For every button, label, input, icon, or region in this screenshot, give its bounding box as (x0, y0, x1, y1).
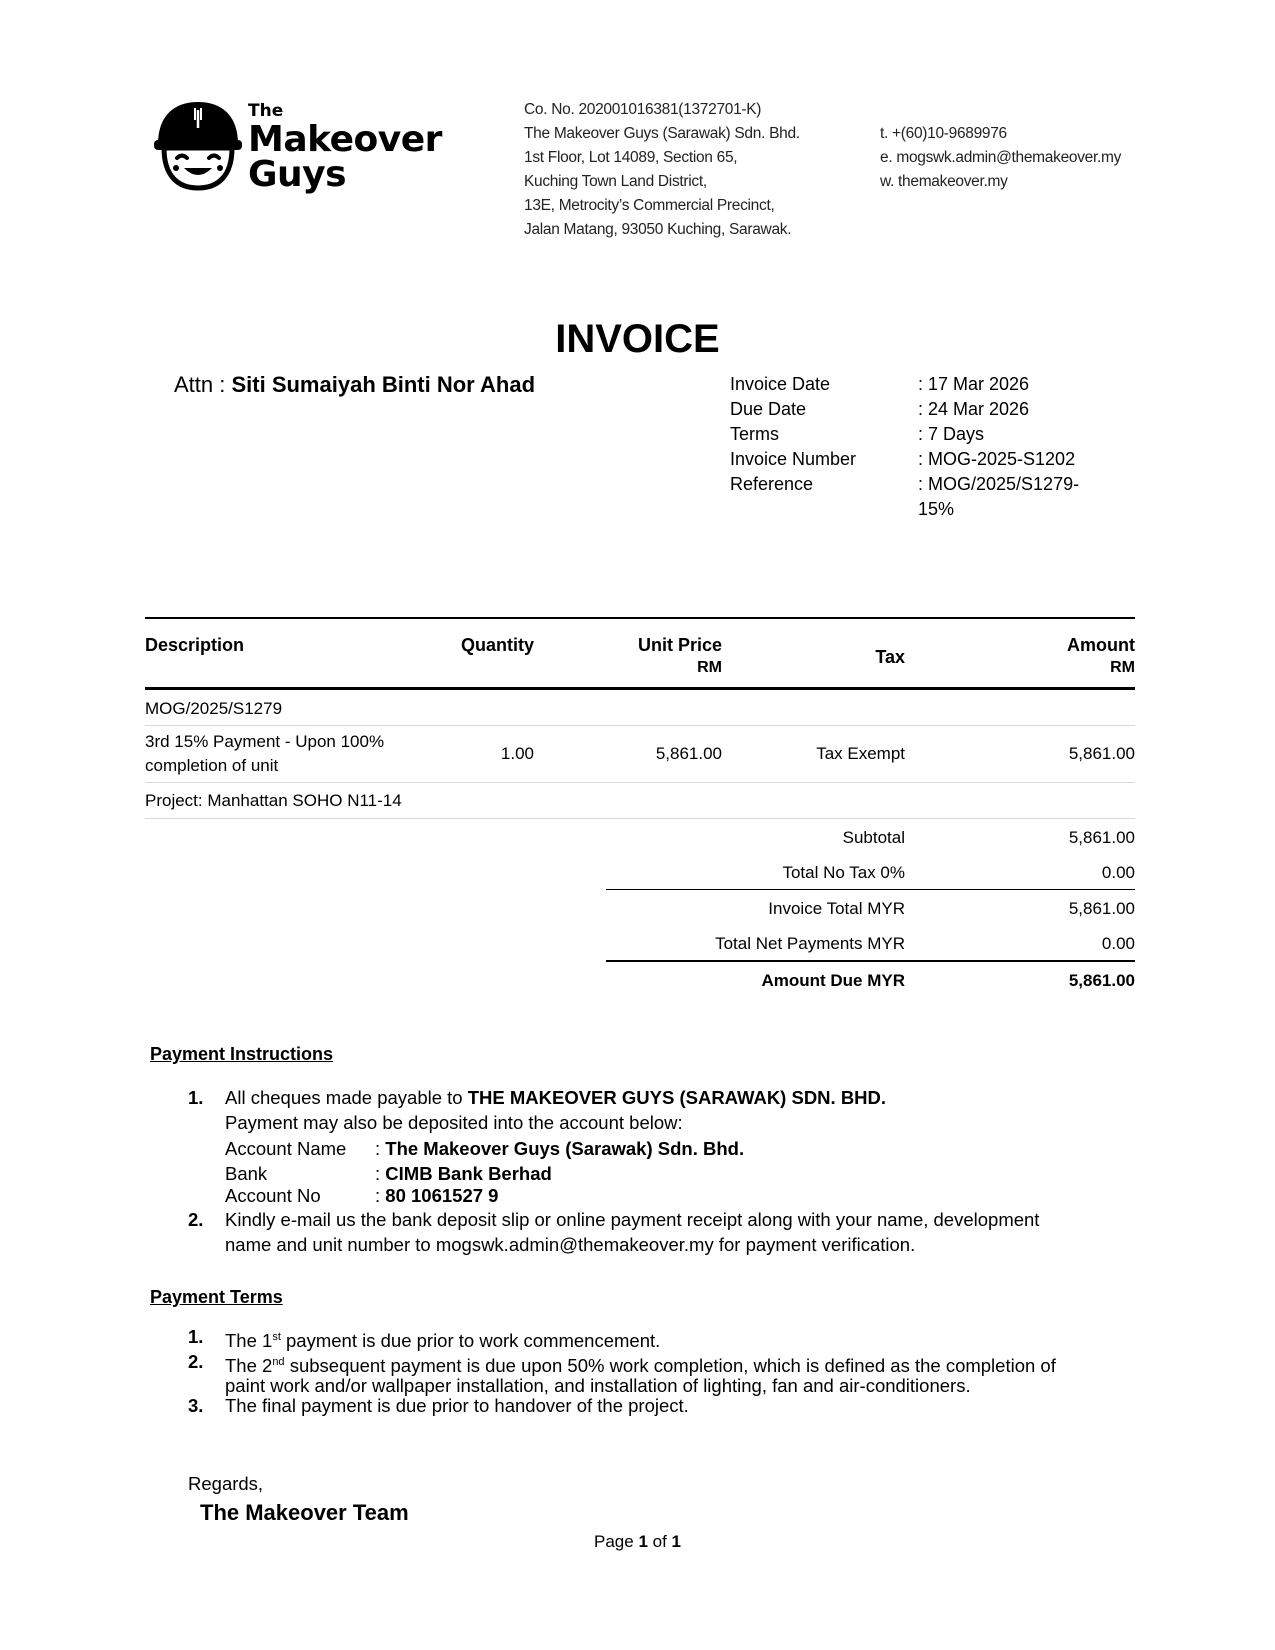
meta-label: Terms (730, 424, 779, 444)
list-number: 3. (188, 1395, 204, 1417)
company-logo-icon (150, 98, 246, 192)
meta-row (730, 422, 1098, 447)
logo-the: The (248, 101, 284, 121)
meta-label: Reference (730, 474, 814, 494)
contact-email: e. mogswk.admin@themakeover.my (880, 149, 1122, 166)
line-items-table (145, 617, 1135, 819)
row-description-line1: 3rd 15% Payment - Upon 100% (145, 732, 385, 751)
row-unit-price: 5,861.00 (655, 744, 722, 763)
contact-phone: t. +(60)10-9689976 (880, 125, 1007, 142)
list-item (188, 1326, 1056, 1352)
header-quantity: Quantity (460, 635, 534, 655)
account-row: Bank : CIMB Bank Berhad (225, 1163, 552, 1184)
header-unit-price: Unit Price (637, 635, 722, 655)
list-number: 2. (188, 1209, 204, 1230)
total-row-no-tax (606, 854, 1135, 889)
header-unit-price-currency: RM (697, 659, 722, 676)
invoice-meta (730, 372, 1098, 522)
meta-value: : 24 Mar 2026 (918, 399, 1030, 419)
row-quantity: 1.00 (500, 744, 534, 763)
item-text: The 2 (225, 1355, 273, 1377)
meta-label: Invoice Date (730, 374, 831, 394)
row-tax: Tax Exempt (816, 744, 905, 763)
address-line: Co. No. 202001016381(1372701-K) (524, 101, 762, 118)
row-description: Project: Manhattan SOHO N11-14 (145, 791, 402, 810)
header-description: Description (145, 635, 245, 655)
item-text: All cheques made payable to (225, 1087, 468, 1108)
meta-label: Invoice Number (730, 449, 857, 469)
meta-row (730, 472, 1098, 522)
attn-name: Siti Sumaiyah Binti Nor Ahad (231, 372, 536, 397)
total-label: Total No Tax 0% (782, 863, 905, 882)
payee-name: THE MAKEOVER GUYS (SARAWAK) SDN. BHD. (467, 1087, 887, 1108)
account-row: Account Name : The Makeover Guys (Sarawak) Sdn. Bhd. (225, 1138, 745, 1159)
meta-value: : 7 Days (918, 424, 985, 444)
header-amount-currency: RM (1110, 659, 1135, 676)
row-amount: 5,861.00 (1068, 744, 1135, 763)
account-label: Account Name (225, 1138, 347, 1159)
address-line: The Makeover Guys (Sarawak) Sdn. Bhd. (524, 125, 800, 142)
totals-block (606, 819, 1135, 997)
meta-row (730, 372, 1098, 397)
address-line: 13E, Metrocity’s Commercial Precinct, (524, 197, 775, 214)
attn-label: Attn : (174, 372, 232, 397)
total-label: Amount Due MYR (761, 971, 905, 990)
meta-row (730, 447, 1098, 472)
meta-row (730, 397, 1098, 422)
page-number (0, 1532, 1275, 1552)
address-line: 1st Floor, Lot 14089, Section 65, (524, 149, 738, 166)
list-item (188, 1352, 1056, 1396)
total-value: 5,861.00 (1068, 971, 1135, 990)
ordinal-suffix: nd (272, 1356, 285, 1369)
regards: Regards, (188, 1473, 264, 1494)
total-value: 5,861.00 (1068, 828, 1135, 847)
table-row (145, 783, 1135, 819)
account-label: Account No (225, 1185, 321, 1206)
address-line: Jalan Matang, 93050 Kuching, Sarawak. (524, 221, 792, 238)
item-text: The 1 (225, 1330, 273, 1352)
item-text: payment is due prior to work commencement. (280, 1330, 661, 1352)
meta-label: Due Date (730, 399, 807, 419)
meta-value: : MOG/2025/S1279-15% (918, 474, 1080, 519)
address-line: Kuching Town Land District, (524, 173, 707, 190)
total-row-amount-due (606, 960, 1135, 997)
total-label: Total Net Payments MYR (715, 934, 905, 953)
list-number: 1. (188, 1087, 204, 1108)
item-text: name and unit number to mogswk.admin@themakeover.my for payment verification. (225, 1234, 916, 1255)
account-value: CIMB Bank Berhad (385, 1163, 552, 1184)
list-item (188, 1396, 1056, 1416)
total-row-subtotal (606, 819, 1135, 854)
payment-instructions-heading: Payment Instructions (150, 1044, 334, 1064)
page-total: 1 (671, 1532, 681, 1551)
total-label: Invoice Total MYR (768, 899, 905, 918)
company-address (524, 98, 800, 242)
total-row-net-payments (606, 925, 1135, 960)
total-value: 5,861.00 (1068, 899, 1135, 918)
table-row (145, 690, 1135, 726)
table-header (145, 619, 1135, 690)
table-row (145, 726, 1135, 783)
list-number: 2. (188, 1351, 204, 1373)
total-row-invoice-total (606, 889, 1135, 925)
header-tax: Tax (875, 647, 905, 667)
item-text: subsequent payment is due upon 50% work completion, which is defined as the completion of (284, 1355, 1056, 1377)
row-description: MOG/2025/S1279 (145, 699, 283, 718)
payment-instructions-list (188, 1087, 1039, 1256)
company-contact (880, 122, 1121, 194)
item-text: paint work and/or wallpaper installation, and installation of lighting, fan and air-conditioners. (225, 1375, 971, 1397)
item-text: Payment may also be deposited into the account below: (225, 1112, 683, 1133)
page-of: of (647, 1532, 672, 1551)
payment-terms-list (188, 1326, 1056, 1416)
account-label: Bank (225, 1163, 268, 1184)
meta-value: : MOG-2025-S1202 (918, 449, 1076, 469)
page-prefix: Page (594, 1532, 639, 1551)
logo-makeover: Makeover (248, 119, 442, 160)
payment-terms-heading: Payment Terms (150, 1287, 283, 1307)
list-item (188, 1087, 1039, 1207)
item-text: The final payment is due prior to handover of the project. (225, 1395, 689, 1417)
account-value: 80 1061527 9 (385, 1185, 499, 1206)
header-amount: Amount (1067, 635, 1135, 655)
total-value: 0.00 (1101, 934, 1135, 953)
total-label: Subtotal (842, 828, 905, 847)
item-text: Kindly e-mail us the bank deposit slip or online payment receipt along with your name, development (225, 1209, 1040, 1230)
document-title: INVOICE (555, 317, 720, 361)
logo-wordmark (248, 101, 442, 195)
account-value: The Makeover Guys (Sarawak) Sdn. Bhd. (385, 1138, 745, 1159)
ordinal-suffix: st (272, 1331, 281, 1343)
list-item (188, 1209, 1039, 1256)
contact-web: w. themakeover.my (880, 173, 1008, 190)
signature-team: The Makeover Team (200, 1500, 409, 1525)
row-description-line2: completion of unit (145, 756, 279, 775)
total-value: 0.00 (1101, 863, 1135, 882)
list-number: 1. (188, 1326, 204, 1347)
account-row: Account No : 80 1061527 9 (225, 1185, 499, 1206)
page-current: 1 (638, 1532, 648, 1551)
logo-guys: Guys (248, 154, 347, 195)
meta-value: : 17 Mar 2026 (918, 374, 1030, 394)
attention-line (174, 372, 535, 398)
